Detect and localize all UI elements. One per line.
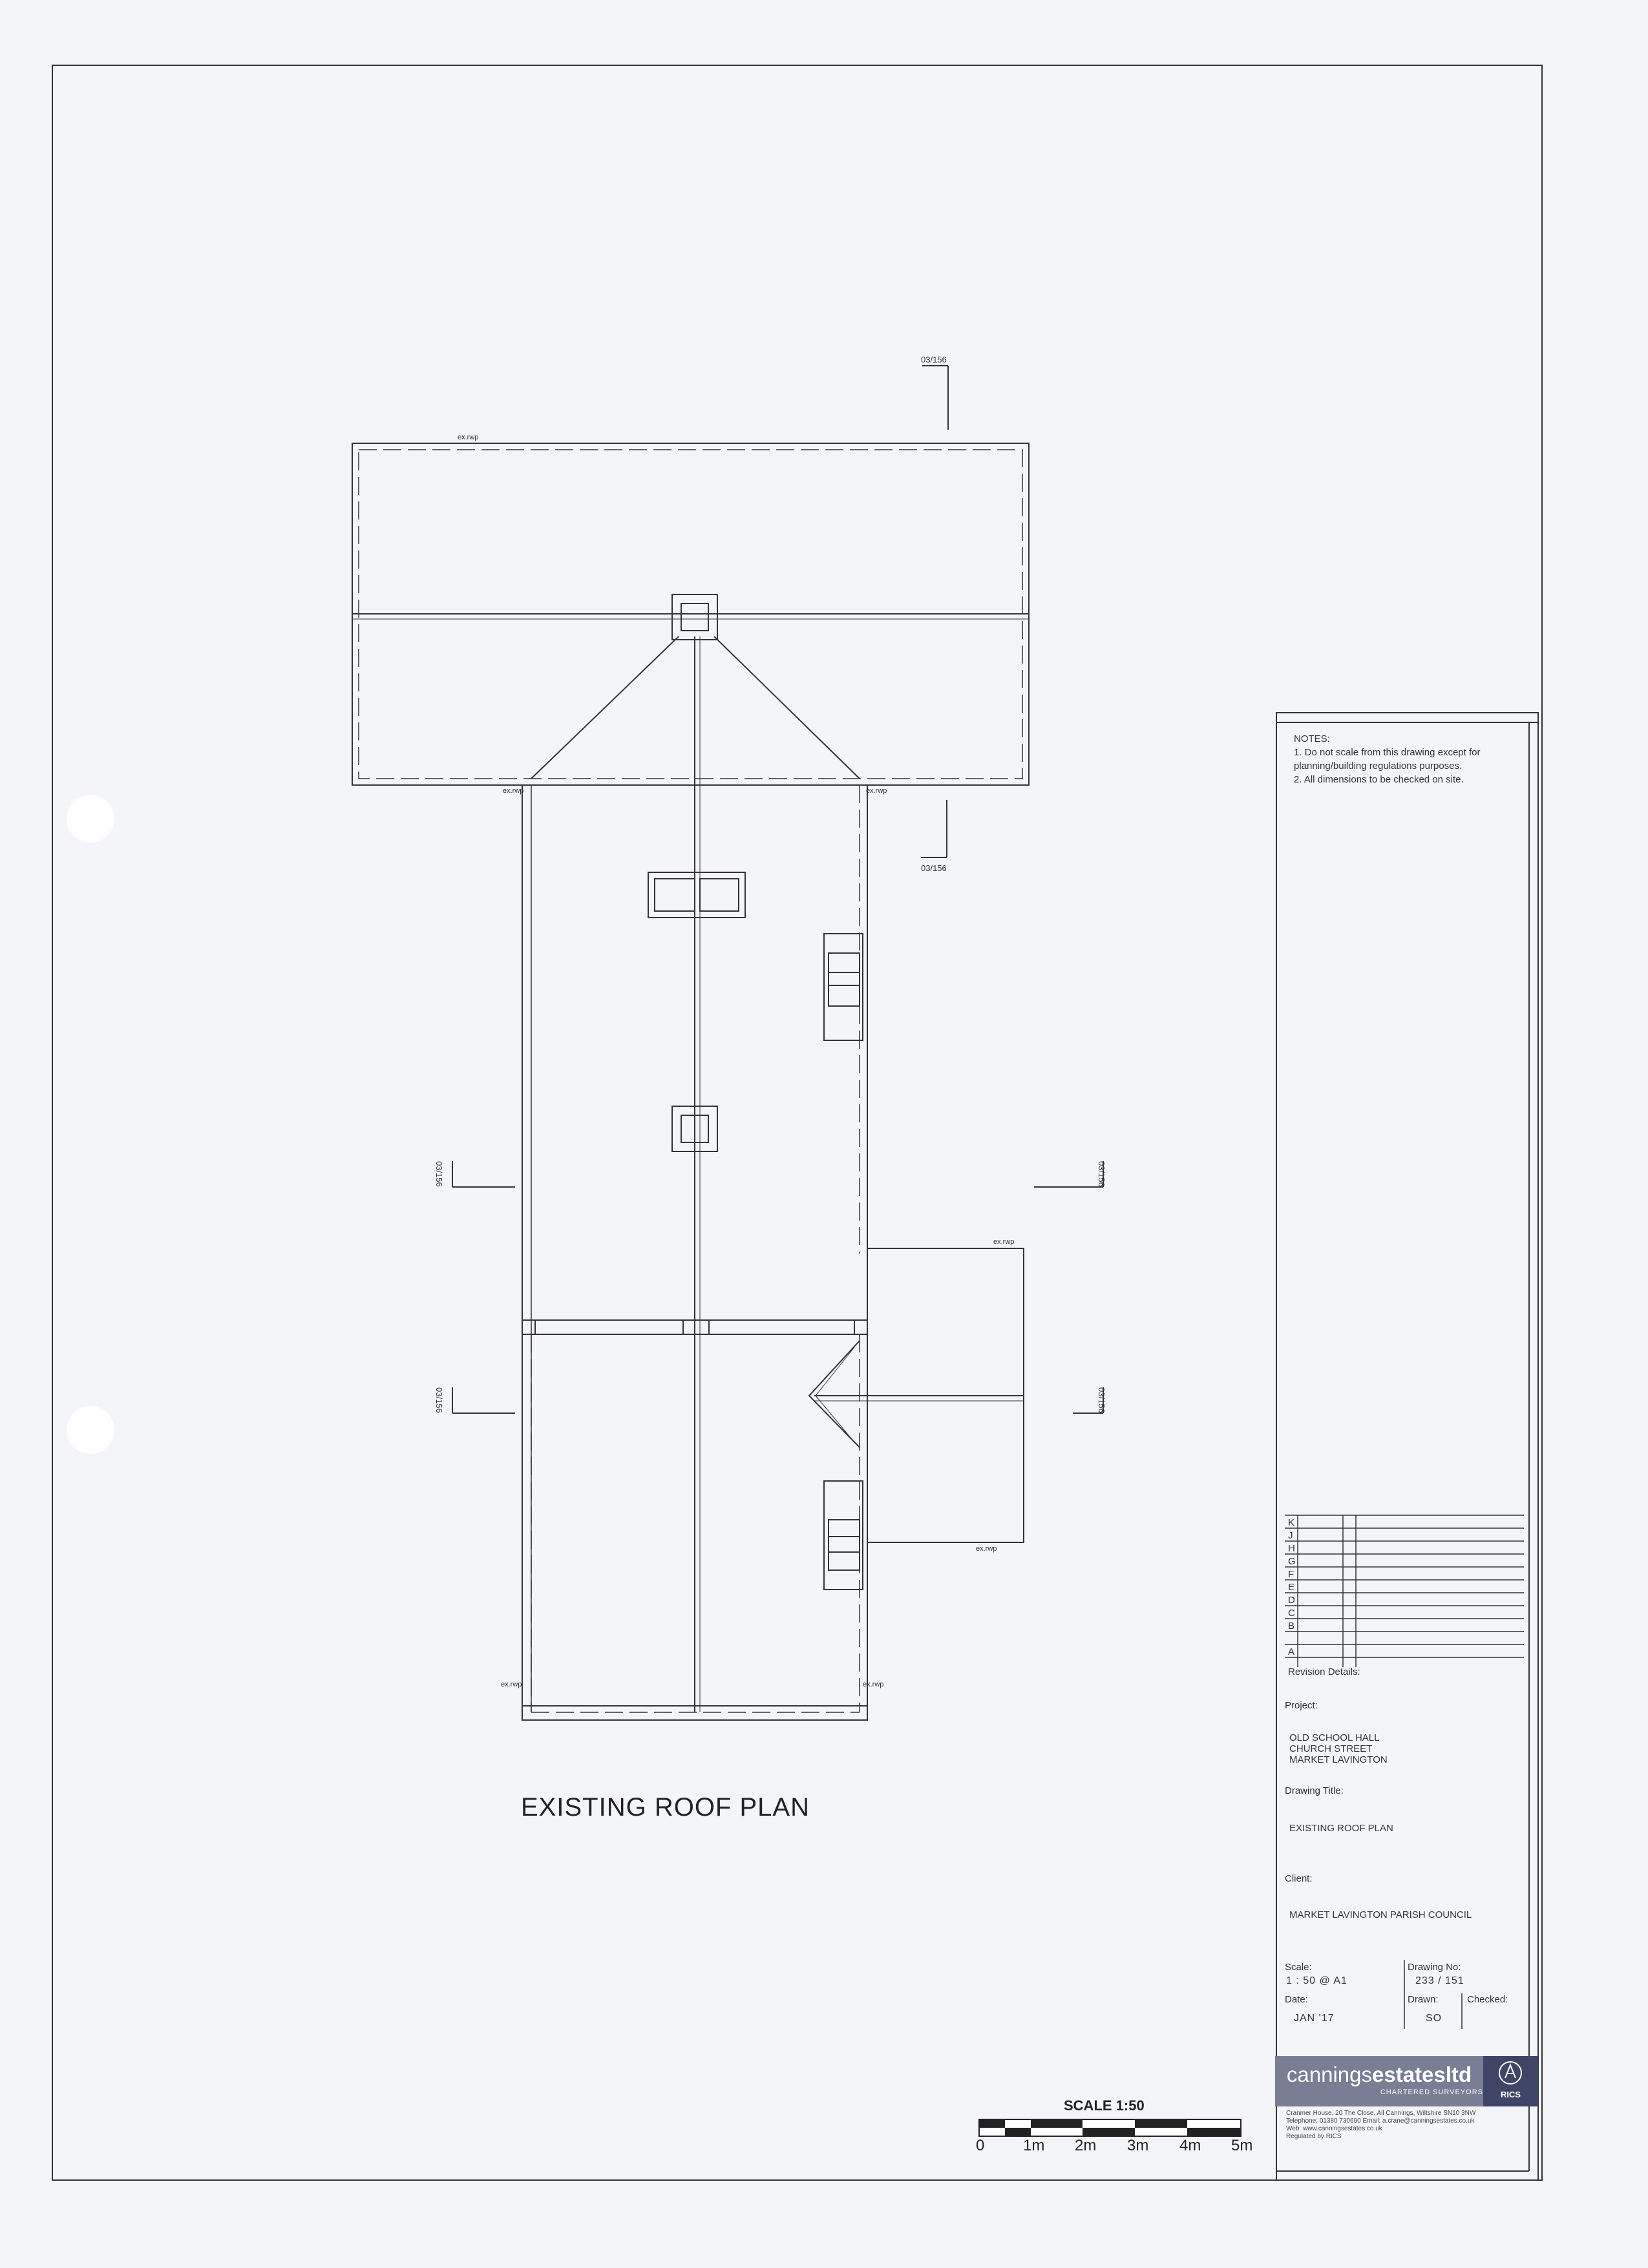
scale-tick-2m: 2m: [1075, 2137, 1097, 2154]
rics-badge: [1483, 2056, 1538, 2106]
ridge-vent-outer: [672, 594, 717, 640]
sheet-border: [52, 65, 1542, 2180]
revision-letter-c: C: [1288, 1608, 1295, 1619]
rwp-labels: [458, 434, 1014, 1688]
revision-letter-h: H: [1288, 1543, 1295, 1554]
dormer-upper-outer: [824, 934, 863, 1040]
scale-tick-1m: 1m: [1023, 2137, 1045, 2154]
client-label: Client:: [1285, 1873, 1313, 1884]
revision-letter-a: A: [1288, 1646, 1295, 1657]
drawing-title: EXISTING ROOF PLAN: [521, 1793, 810, 1822]
revision-letter-j: J: [1288, 1530, 1293, 1541]
revision-details-label: Revision Details:: [1288, 1666, 1360, 1677]
title-block-frame: [1276, 713, 1538, 2180]
revision-letter-g: G: [1288, 1556, 1296, 1567]
rwp-label-side-top: ex.rwp: [993, 1238, 1015, 1246]
checked-label: Checked:: [1467, 1994, 1508, 2005]
rwp-label-left-upper: ex.rwp: [503, 787, 524, 795]
revision-letter-b: B: [1288, 1621, 1295, 1632]
scale-value: 1 : 50 @ A1: [1286, 1975, 1347, 1986]
dormer-upper-b: [829, 972, 860, 1006]
scale-tick-5m: 5m: [1231, 2137, 1253, 2154]
drawing-no-label: Drawing No:: [1408, 1962, 1461, 1973]
hip-left: [531, 636, 679, 779]
dormer-upper-a: [829, 953, 860, 985]
notes: NOTES: 1. Do not scale from this drawing except for planning/building regulations purposes. 2. All dimensions to be checked on site.: [1294, 733, 1481, 785]
scale-bar-title: SCALE 1:50: [1064, 2097, 1145, 2114]
company-name: canningsestatesltd: [1286, 2063, 1472, 2086]
dormer-lower-outer: [824, 1481, 863, 1590]
section-label-left-a: 03/156: [434, 1161, 444, 1187]
scale-tick-4m: 4m: [1179, 2137, 1201, 2154]
roof-outline: [352, 443, 1029, 1720]
section-label-right-b: 03/156: [1097, 1387, 1106, 1413]
section-label-mid: 03/156: [921, 863, 947, 873]
section-label-right-a: 03/156: [1097, 1161, 1106, 1187]
scale-tick-0: 0: [976, 2137, 985, 2154]
rooflight-left: [655, 879, 695, 911]
drawing-title-value: EXISTING ROOF PLAN: [1289, 1823, 1393, 1834]
cross-gutter-right-block: [854, 1320, 867, 1334]
rics-emblem-icon: [1483, 2056, 1538, 2088]
company-contact: Cranmer House, 20 The Close, All Cannings, Wiltshire SN10 3NW Telephone: 01380 730690 Email: a.crane@canningsestates.co.uk Web: www.canningsestates.co.uk Regulated by RICS: [1286, 2110, 1476, 2140]
rics-label: RICS: [1500, 2090, 1521, 2099]
section-label-left-b: 03/156: [434, 1387, 444, 1413]
project-label: Project:: [1285, 1700, 1318, 1711]
scale-bar: [979, 2119, 1241, 2136]
drawing-title-label: Drawing Title:: [1285, 1785, 1344, 1796]
company-logo: [1275, 2056, 1538, 2106]
scale-label: Scale:: [1285, 1962, 1312, 1973]
rwp-label-right-bottom: ex.rwp: [863, 1681, 884, 1688]
date-value: JAN '17: [1294, 2013, 1335, 2024]
rwp-label-top: ex.rwp: [458, 434, 479, 441]
revision-letter-k: K: [1288, 1517, 1295, 1528]
cross-gutter-left-block: [522, 1320, 535, 1334]
revision-letter-e: E: [1288, 1582, 1295, 1593]
ridge-vent-inner: [681, 604, 708, 631]
drawn-value: SO: [1426, 2013, 1442, 2024]
rwp-label-side-bottom: ex.rwp: [976, 1545, 997, 1553]
revision-letter-f: F: [1288, 1569, 1294, 1580]
rwp-label-left-bottom: ex.rwp: [501, 1681, 522, 1688]
punch-hole-lower: [67, 1406, 114, 1454]
section-markers: [452, 366, 1103, 1413]
revision-letter-d: D: [1288, 1595, 1295, 1606]
section-labels: [434, 355, 1106, 1413]
drawing-no-value: 233 / 151: [1415, 1975, 1464, 1986]
rwp-label-right-upper: ex.rwp: [866, 787, 887, 795]
scale-tick-3m: 3m: [1127, 2137, 1149, 2154]
rooflight-right: [700, 879, 739, 911]
side-wing-valley-inner: [816, 1347, 854, 1442]
project-value: OLD SCHOOL HALL CHURCH STREET MARKET LAVINGTON: [1289, 1732, 1388, 1765]
date-label: Date:: [1285, 1994, 1308, 2005]
drawn-label: Drawn:: [1408, 1994, 1439, 2005]
company-subtitle: CHARTERED SURVEYORS: [1380, 2088, 1483, 2096]
cross-gutter-mid-block: [683, 1320, 709, 1334]
client-value: MARKET LAVINGTON PARISH COUNCIL: [1289, 1909, 1472, 1920]
section-label-top: 03/156: [921, 355, 947, 364]
punch-hole-upper: [67, 795, 114, 843]
hip-right: [714, 636, 860, 779]
dormer-lower-b: [829, 1537, 860, 1570]
